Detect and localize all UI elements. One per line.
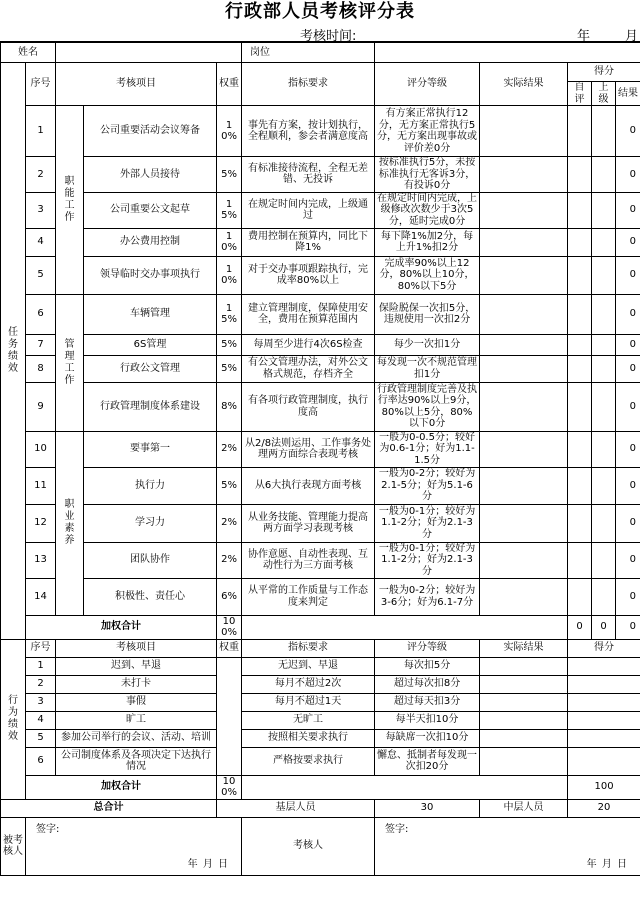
grand-total-row: [1, 799, 640, 817]
task-self-score[interactable]: [568, 228, 592, 256]
examiner-sign-date: 年 月 日: [586, 859, 629, 870]
task-self-score[interactable]: [568, 157, 592, 193]
signature-row: [1, 817, 640, 875]
task-row: [1, 157, 640, 193]
task-requirement: 从2/8法则运用、工作事务处理两方面综合表现考核: [242, 431, 375, 467]
task-superior-score[interactable]: [592, 106, 616, 157]
task-row: [1, 467, 640, 504]
task-item: 行政公文管理: [84, 355, 217, 382]
task-grade: 行政管理制度完善及执行率达90%以上9分，80%以上5分，80%以下0分: [375, 382, 480, 431]
behavior-row: [1, 747, 640, 775]
task-self-score[interactable]: [568, 294, 592, 334]
task-superior-score[interactable]: [592, 228, 616, 256]
task-item: 执行力: [84, 467, 217, 504]
position-label: 岗位: [242, 43, 375, 63]
task-grade: 一般为0-2分；较好为3-6分；好为6.1-7分: [375, 578, 480, 615]
task-row: [1, 578, 640, 615]
task-self-score[interactable]: [568, 192, 592, 228]
evaluation-table: [0, 42, 640, 876]
behavior-seq: 3: [26, 693, 56, 711]
task-requirement: 从6大执行表现方面考核: [242, 467, 375, 504]
task-grade: 每下降1%加2分，每上升1%扣2分: [375, 228, 480, 256]
header-self: 自评: [568, 82, 592, 106]
task-item: 外部人员接待: [84, 157, 217, 193]
task-total-final: 0: [616, 615, 640, 639]
task-superior-score[interactable]: [592, 334, 616, 355]
behavior-row: [1, 729, 640, 747]
task-row: [1, 106, 640, 157]
behavior-item: 公司制度体系及各项决定下达执行情况: [56, 747, 217, 775]
task-row: [1, 334, 640, 355]
behavior-score-field[interactable]: [568, 729, 640, 747]
task-grade: 一般为0-1分；较好为1.1-2分；好为2.1-3分: [375, 542, 480, 578]
task-self-score[interactable]: [568, 106, 592, 157]
task-total-self: 0: [568, 615, 592, 639]
task-superior-score[interactable]: [592, 382, 616, 431]
task-grade: 每发现一次不规范管理扣1分: [375, 355, 480, 382]
behavior-total-label: 加权合计: [26, 775, 217, 799]
task-grade: 完成率90%以上12分，80%以上10分，80%以下5分: [375, 256, 480, 294]
position-field[interactable]: [375, 43, 640, 63]
behavior-requirement: 每月不超过2次: [242, 675, 375, 693]
task-requirement: 有各项行政管理制度，执行度高: [242, 382, 375, 431]
task-total-spacer: [242, 615, 568, 639]
task-grade: 保险脱保一次扣5分，违规使用一次扣2分: [375, 294, 480, 334]
behavior-grade: 每缺席一次扣10分: [375, 729, 480, 747]
task-weight: 5%: [217, 157, 242, 193]
behavior-item: 迟到、早退: [56, 657, 217, 675]
period-label: 考核时间:: [300, 29, 357, 44]
behavior-row: [1, 693, 640, 711]
basic-staff-value: 30: [375, 799, 480, 817]
examiner-sign-label: 签字:: [385, 823, 409, 835]
task-result-field[interactable]: [480, 355, 568, 382]
task-weight: 10%: [217, 256, 242, 294]
behavior-seq: 5: [26, 729, 56, 747]
header-result: 实际结果: [480, 63, 568, 106]
task-seq: 8: [26, 355, 56, 382]
task-final-score: 0: [616, 382, 640, 431]
year-label: 年: [577, 29, 591, 44]
task-requirement: 协作意愿、自动性表现、互动性行为三方面考核: [242, 542, 375, 578]
task-item: 领导临时交办事项执行: [84, 256, 217, 294]
task-weight: 10%: [217, 228, 242, 256]
header-item: 考核项目: [56, 63, 217, 106]
task-result-field[interactable]: [480, 578, 568, 615]
task-requirement: 从业务技能、管理能力提高两方面学习表现考核: [242, 504, 375, 542]
task-item: 积极性、责任心: [84, 578, 217, 615]
task-result-field[interactable]: [480, 256, 568, 294]
behavior-seq: 2: [26, 675, 56, 693]
behavior-total-score: 100: [568, 775, 640, 799]
header-req: 指标要求: [242, 63, 375, 106]
header-final: 结果: [616, 82, 640, 106]
task-row: [1, 192, 640, 228]
header-grade: 评分等级: [375, 63, 480, 106]
middle-staff-label: 中层人员: [480, 799, 568, 817]
task-result-field[interactable]: [480, 334, 568, 355]
behavior-header-score: 得分: [568, 639, 640, 657]
behavior-result-field[interactable]: [480, 729, 568, 747]
examinee-sign-label: 签字:: [36, 823, 60, 835]
task-seq: 3: [26, 192, 56, 228]
header-seq: 序号: [26, 63, 56, 106]
behavior-requirement: 无迟到、早退: [242, 657, 375, 675]
behavior-result-field[interactable]: [480, 693, 568, 711]
task-superior-score[interactable]: [592, 355, 616, 382]
task-total-superior: 0: [592, 615, 616, 639]
behavior-grade: 超过每次扣8分: [375, 675, 480, 693]
task-requirement: 有公文管理办法，对外公文格式规范，存档齐全: [242, 355, 375, 382]
task-seq: 6: [26, 294, 56, 334]
task-final-score: 0: [616, 431, 640, 467]
task-grade: 每少一次扣1分: [375, 334, 480, 355]
behavior-total-weight: 100%: [217, 775, 242, 799]
task-self-score[interactable]: [568, 578, 592, 615]
task-final-score: 0: [616, 542, 640, 578]
task-total-row: [1, 615, 640, 639]
task-result-field[interactable]: [480, 382, 568, 431]
behavior-score-field[interactable]: [568, 693, 640, 711]
task-weight: 15%: [217, 192, 242, 228]
behavior-header-grade: 评分等级: [375, 639, 480, 657]
task-seq: 12: [26, 504, 56, 542]
task-final-score: 0: [616, 334, 640, 355]
task-row: [1, 256, 640, 294]
task-item: 行政管理制度体系建设: [84, 382, 217, 431]
task-self-score[interactable]: [568, 382, 592, 431]
task-final-score: 0: [616, 157, 640, 193]
task-item: 车辆管理: [84, 294, 217, 334]
behavior-header-req: 指标要求: [242, 639, 375, 657]
task-result-field[interactable]: [480, 542, 568, 578]
month-label: 月: [625, 29, 639, 44]
group-admin-label: 管理工作: [56, 294, 84, 431]
task-result-field[interactable]: [480, 106, 568, 157]
task-weight: 5%: [217, 334, 242, 355]
task-result-field[interactable]: [480, 157, 568, 193]
behavior-header-row: [1, 639, 640, 657]
behavior-seq: 4: [26, 711, 56, 729]
task-final-score: 0: [616, 192, 640, 228]
section-task-label: 任务绩效: [1, 63, 26, 640]
behavior-header-seq: 序号: [26, 639, 56, 657]
group-function-label: 职能工作: [56, 106, 84, 295]
behavior-requirement: 每月不超过1天: [242, 693, 375, 711]
period-row: [0, 24, 640, 42]
task-result-field[interactable]: [480, 294, 568, 334]
behavior-total-spacer: [242, 775, 568, 799]
behavior-total-row: [1, 775, 640, 799]
task-seq: 10: [26, 431, 56, 467]
task-final-score: 0: [616, 106, 640, 157]
task-row: [1, 294, 640, 334]
behavior-header-result: 实际结果: [480, 639, 568, 657]
behavior-result-field[interactable]: [480, 747, 568, 775]
examinee-sign-date: 年 月 日: [187, 859, 230, 870]
behavior-grade: 懈怠、抵制者每发现一次扣20分: [375, 747, 480, 775]
task-final-score: 0: [616, 256, 640, 294]
examinee-signature-field[interactable]: [26, 817, 242, 875]
task-row: [1, 228, 640, 256]
name-field[interactable]: [56, 43, 242, 63]
info-row: [1, 43, 640, 63]
task-item: 办公费用控制: [84, 228, 217, 256]
task-grade: 一般为0-2分；较好为2.1-5分；好为5.1-6分: [375, 467, 480, 504]
task-requirement: 费用控制在预算内，同比下降1%: [242, 228, 375, 256]
task-final-score: 0: [616, 294, 640, 334]
task-final-score: 0: [616, 504, 640, 542]
task-self-score[interactable]: [568, 467, 592, 504]
grand-total-label: 总合计: [1, 799, 217, 817]
task-final-score: 0: [616, 355, 640, 382]
task-grade: 按标准执行5分，未按标准执行无客诉3分，有投诉0分: [375, 157, 480, 193]
task-seq: 9: [26, 382, 56, 431]
task-seq: 14: [26, 578, 56, 615]
task-final-score: 0: [616, 228, 640, 256]
task-superior-score[interactable]: [592, 542, 616, 578]
task-row: [1, 431, 640, 467]
section-behavior-label: 行为绩效: [1, 639, 26, 799]
task-requirement: 从平常的工作质量与工作态度来判定: [242, 578, 375, 615]
task-grade: 一般为0-1分；较好为1.1-2分；好为2.1-3分: [375, 504, 480, 542]
behavior-row: [1, 675, 640, 693]
task-result-field[interactable]: [480, 504, 568, 542]
header-weight: 权重: [217, 63, 242, 106]
behavior-result-field[interactable]: [480, 675, 568, 693]
task-item: 团队协作: [84, 542, 217, 578]
task-final-score: 0: [616, 467, 640, 504]
examiner-label: 考核人: [242, 817, 375, 875]
task-self-score[interactable]: [568, 256, 592, 294]
behavior-grade: 每半天扣10分: [375, 711, 480, 729]
header-superior: 上级: [592, 82, 616, 106]
task-item: 公司重要活动会议筹备: [84, 106, 217, 157]
task-item: 6S管理: [84, 334, 217, 355]
task-requirement: 在规定时间内完成，上级通过: [242, 192, 375, 228]
task-item: 学习力: [84, 504, 217, 542]
task-superior-score[interactable]: [592, 294, 616, 334]
task-superior-score[interactable]: [592, 256, 616, 294]
examiner-signature-field[interactable]: [375, 817, 640, 875]
name-label: 姓名: [1, 43, 56, 63]
task-result-field[interactable]: [480, 467, 568, 504]
task-weight: 6%: [217, 578, 242, 615]
behavior-row: [1, 657, 640, 675]
task-grade: 一般为0-0.5分；较好为0.6-1分；好为1.1-1.5分: [375, 431, 480, 467]
task-seq: 5: [26, 256, 56, 294]
task-requirement: 对于交办事项跟踪执行，完成率80%以上: [242, 256, 375, 294]
task-result-field[interactable]: [480, 192, 568, 228]
behavior-requirement: 按照相关要求执行: [242, 729, 375, 747]
task-row: [1, 355, 640, 382]
task-weight: 8%: [217, 382, 242, 431]
task-self-score[interactable]: [568, 542, 592, 578]
task-total-weight: 100%: [217, 615, 242, 639]
examinee-label: 被考核人: [1, 817, 26, 875]
task-grade: 在规定时间内完成，上级修改次数少于3次5分，延时完成0分: [375, 192, 480, 228]
behavior-score-field[interactable]: [568, 747, 640, 775]
behavior-score-field[interactable]: [568, 657, 640, 675]
task-item: 要事第一: [84, 431, 217, 467]
task-self-score[interactable]: [568, 504, 592, 542]
group-quality-label: 职业素养: [56, 431, 84, 615]
behavior-grade: 每次扣5分: [375, 657, 480, 675]
task-superior-score[interactable]: [592, 192, 616, 228]
basic-staff-label: 基层人员: [217, 799, 375, 817]
task-requirement: 事先有方案，按计划执行，全程顺利，参会者满意度高: [242, 106, 375, 157]
behavior-requirement: 无旷工: [242, 711, 375, 729]
task-requirement: 有标准接待流程，全程无差错、无投诉: [242, 157, 375, 193]
task-weight: 2%: [217, 504, 242, 542]
task-weight: 10%: [217, 106, 242, 157]
task-seq: 13: [26, 542, 56, 578]
behavior-header-weight: 权重: [217, 639, 242, 657]
behavior-header-item: 考核项目: [56, 639, 217, 657]
task-requirement: 每周至少进行4次6S检查: [242, 334, 375, 355]
task-header-row: [1, 63, 640, 82]
page-title: 行政部人员考核评分表: [225, 1, 415, 22]
behavior-result-field[interactable]: [480, 711, 568, 729]
task-result-field[interactable]: [480, 228, 568, 256]
task-grade: 有方案正常执行12分，无方案正常执行5分，无方案出现事故或评价差0分: [375, 106, 480, 157]
behavior-item: 参加公司举行的会议、活动、培训: [56, 729, 217, 747]
task-weight: 15%: [217, 294, 242, 334]
task-weight: 2%: [217, 431, 242, 467]
behavior-item: 事假: [56, 693, 217, 711]
task-superior-score[interactable]: [592, 467, 616, 504]
task-seq: 2: [26, 157, 56, 193]
middle-staff-value: 20: [568, 799, 640, 817]
behavior-seq: 1: [26, 657, 56, 675]
task-row: [1, 542, 640, 578]
task-seq: 4: [26, 228, 56, 256]
task-weight: 5%: [217, 355, 242, 382]
task-item: 公司重要公文起草: [84, 192, 217, 228]
behavior-score-field[interactable]: [568, 711, 640, 729]
task-self-score[interactable]: [568, 431, 592, 467]
task-weight: 2%: [217, 542, 242, 578]
task-superior-score[interactable]: [592, 157, 616, 193]
task-weight: 5%: [217, 467, 242, 504]
behavior-row: [1, 711, 640, 729]
task-row: [1, 382, 640, 431]
task-requirement: 建立管理制度，保障使用安全，费用在预算范围内: [242, 294, 375, 334]
task-self-score[interactable]: [568, 355, 592, 382]
behavior-seq: 6: [26, 747, 56, 775]
behavior-item: 未打卡: [56, 675, 217, 693]
task-self-score[interactable]: [568, 334, 592, 355]
behavior-item: 旷工: [56, 711, 217, 729]
task-row: [1, 504, 640, 542]
task-superior-score[interactable]: [592, 578, 616, 615]
task-final-score: 0: [616, 578, 640, 615]
behavior-requirement: 严格按要求执行: [242, 747, 375, 775]
behavior-grade: 超过每天扣3分: [375, 693, 480, 711]
task-seq: 1: [26, 106, 56, 157]
task-total-label: 加权合计: [26, 615, 217, 639]
behavior-weight-field: [217, 657, 242, 775]
header-score: 得分: [568, 63, 640, 82]
behavior-score-field[interactable]: [568, 675, 640, 693]
task-superior-score[interactable]: [592, 431, 616, 467]
task-result-field[interactable]: [480, 431, 568, 467]
task-seq: 7: [26, 334, 56, 355]
behavior-result-field[interactable]: [480, 657, 568, 675]
task-seq: 11: [26, 467, 56, 504]
task-superior-score[interactable]: [592, 504, 616, 542]
